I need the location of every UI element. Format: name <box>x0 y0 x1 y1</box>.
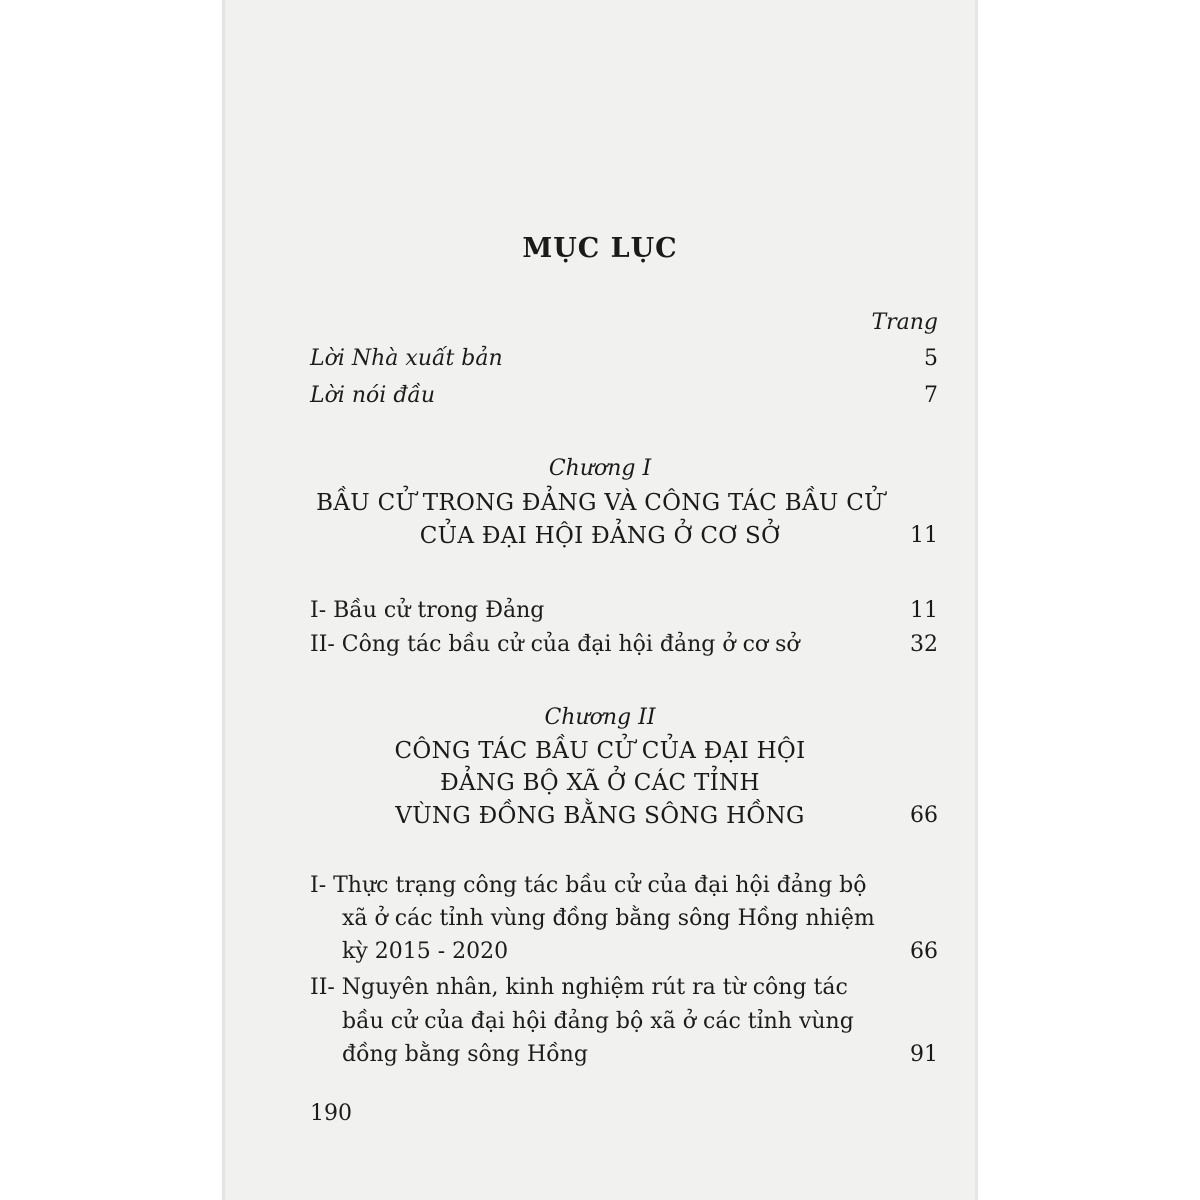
chapter-2-heading-line2: ĐẢNG BỘ XÃ Ở CÁC TỈNH <box>440 770 760 796</box>
toc-entry-publisher-note-page: 5 <box>924 346 938 371</box>
chapter-2-section-1-line1: I- Thực trạng công tác bầu cử của đại hội đảng bộ <box>310 873 867 898</box>
chapter-1-section-2-page: 32 <box>910 632 938 657</box>
chapter-2-section-2-line3: đồng bằng sông Hồng <box>342 1042 588 1067</box>
chapter-2-section-2-line2: bầu cử của đại hội đảng bộ xã ở các tỉnh vùng <box>342 1009 854 1034</box>
chapter-1-section-1: I- Bầu cử trong Đảng <box>310 598 545 623</box>
chapter-2-section-1-line3: kỳ 2015 - 2020 <box>342 939 509 964</box>
table-of-contents <box>222 0 978 1200</box>
chapter-2-heading-line3: VÙNG ĐỒNG BẰNG SÔNG HỒNG <box>395 803 805 829</box>
chapter-2-section-2-page: 91 <box>910 1042 938 1067</box>
page-column-label: Trang <box>871 310 938 335</box>
chapter-2-page: 66 <box>910 803 938 828</box>
chapter-1-label: Chương I <box>548 456 652 481</box>
chapter-2-heading-line1: CÔNG TÁC BẦU CỬ CỦA ĐẠI HỘI <box>394 738 806 764</box>
chapter-2-section-1-line2: xã ở các tỉnh vùng đồng bằng sông Hồng nhiệm <box>342 906 875 931</box>
toc-entry-preface-page: 7 <box>924 383 938 408</box>
toc-entry-publisher-note: Lời Nhà xuất bản <box>310 346 503 371</box>
chapter-2-label: Chương II <box>544 705 656 730</box>
page-number: 190 <box>310 1101 352 1126</box>
toc-title: MỤC LỤC <box>522 233 678 264</box>
book-page <box>222 0 978 1200</box>
toc-entry-preface: Lời nói đầu <box>310 383 436 408</box>
chapter-1-page: 11 <box>910 523 938 548</box>
chapter-1-heading-line1: BẦU CỬ TRONG ĐẢNG VÀ CÔNG TÁC BẦU CỬ <box>316 490 884 516</box>
chapter-2-section-2-line1: II- Nguyên nhân, kinh nghiệm rút ra từ công tác <box>310 975 848 1000</box>
chapter-1-section-1-page: 11 <box>910 598 938 623</box>
chapter-1-heading-line2: CỦA ĐẠI HỘI ĐẢNG Ở CƠ SỞ <box>419 523 781 549</box>
chapter-2-section-1-page: 66 <box>910 939 938 964</box>
chapter-1-section-2: II- Công tác bầu cử của đại hội đảng ở cơ sở <box>310 632 800 657</box>
